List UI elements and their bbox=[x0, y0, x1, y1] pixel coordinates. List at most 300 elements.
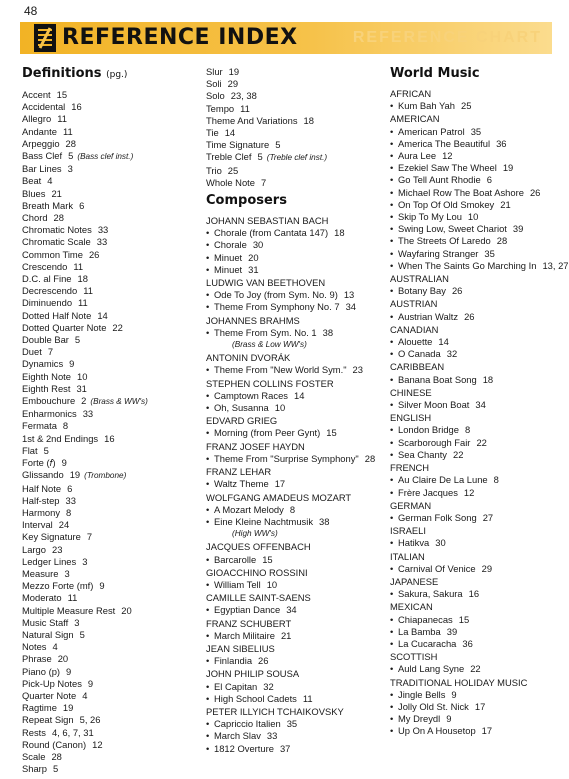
region-name: FRENCH bbox=[390, 462, 430, 474]
definition-term: Glissando bbox=[22, 469, 64, 481]
definitions-heading bbox=[22, 66, 192, 83]
composer-name: JOHANN SEBASTIAN BACH bbox=[206, 215, 329, 227]
column-definitions bbox=[22, 66, 192, 775]
song-entry bbox=[390, 174, 555, 186]
composer-name: FRANZ SCHUBERT bbox=[206, 617, 292, 629]
definition-entry bbox=[22, 188, 192, 200]
definition-term: Tempo bbox=[206, 102, 235, 114]
song-title: March Militaire bbox=[214, 629, 275, 641]
definition-pages: 33 bbox=[96, 236, 108, 248]
definition-entry bbox=[22, 346, 192, 358]
song-title: Wayfaring Stranger bbox=[398, 247, 479, 259]
song-entry bbox=[390, 374, 555, 386]
song-entry bbox=[206, 364, 384, 376]
definition-term: Bass Clef bbox=[22, 150, 63, 162]
region-name: CARIBBEAN bbox=[390, 361, 445, 373]
song-pages: 39 bbox=[446, 625, 458, 637]
definition-entry bbox=[22, 763, 192, 775]
song-pages: 35 bbox=[286, 718, 298, 730]
song-entry bbox=[206, 504, 384, 516]
song-pages: 36 bbox=[462, 637, 473, 649]
definition-pages: 26 bbox=[88, 248, 100, 260]
song-title: Capriccio Italien bbox=[214, 718, 281, 730]
definition-pages: 21 bbox=[51, 187, 62, 199]
definition-entry bbox=[22, 261, 192, 273]
definition-term: Harmony bbox=[22, 506, 61, 518]
definition-pages: 9 bbox=[66, 665, 72, 677]
song-pages: 31 bbox=[248, 263, 259, 275]
definition-pages: 11 bbox=[83, 285, 93, 297]
definition-pages: 3 bbox=[64, 567, 70, 579]
definition-note: (Bass clef inst.) bbox=[77, 152, 134, 162]
definition-entry bbox=[22, 641, 192, 653]
region-name: AUSTRIAN bbox=[390, 298, 438, 310]
song-pages: 30 bbox=[435, 537, 446, 549]
song-title: Chiapanecas bbox=[398, 613, 453, 625]
song-pages: 8 bbox=[465, 424, 471, 436]
definition-entry bbox=[22, 408, 192, 420]
definition-pages: 29 bbox=[227, 78, 239, 90]
composer-name: JOHANNES BRAHMS bbox=[206, 314, 300, 326]
definition-pages: 10 bbox=[77, 370, 88, 382]
definition-term: Repeat Sign bbox=[22, 714, 74, 726]
song-entry bbox=[390, 614, 555, 626]
song-entry bbox=[390, 211, 555, 223]
region-name: ITALIAN bbox=[390, 550, 425, 562]
definition-pages: 7 bbox=[260, 176, 267, 188]
definition-term: Beat bbox=[22, 175, 42, 187]
definition-term: Measure bbox=[22, 567, 59, 579]
definition-entry bbox=[22, 322, 192, 334]
song-title: Aura Lee bbox=[398, 150, 437, 162]
song-pages: 26 bbox=[529, 186, 541, 198]
song-entry bbox=[390, 138, 555, 150]
column-world-music bbox=[390, 66, 569, 738]
definition-term: Forte (𝑓) bbox=[22, 457, 56, 469]
region-name: JAPANESE bbox=[390, 575, 439, 587]
song-entry bbox=[390, 150, 555, 162]
definition-term: Accidental bbox=[22, 101, 66, 113]
definition-entry bbox=[22, 531, 192, 543]
song-pages: 10 bbox=[467, 211, 479, 223]
song-title: Michael Row The Boat Ashore bbox=[398, 186, 524, 198]
definitions-list-continued bbox=[206, 66, 384, 189]
song-pages: 32 bbox=[263, 680, 274, 692]
song-entry bbox=[390, 285, 555, 297]
definition-term: Key Signature bbox=[22, 531, 81, 543]
definition-note: (Treble clef inst.) bbox=[266, 153, 328, 163]
region-name: AUSTRALIAN bbox=[390, 273, 449, 285]
definition-pages: 16 bbox=[71, 101, 82, 113]
song-title: Theme From Symphony No. 7 bbox=[214, 301, 340, 313]
definition-term: Moderato bbox=[22, 592, 62, 604]
song-pages: 22 bbox=[476, 436, 487, 448]
song-entry bbox=[390, 638, 555, 650]
definition-pages: 11 bbox=[78, 297, 88, 309]
definition-entry bbox=[22, 556, 192, 568]
definition-term: Whole Note bbox=[206, 176, 255, 188]
definition-pages: 12 bbox=[92, 738, 103, 750]
song-entry bbox=[206, 630, 384, 642]
song-pages: 13 bbox=[343, 289, 355, 301]
definition-pages: 5 bbox=[53, 763, 59, 775]
composers-heading: Composers bbox=[206, 193, 287, 209]
song-pages: 26 bbox=[464, 310, 475, 322]
definition-entry bbox=[22, 395, 192, 408]
song-entry bbox=[206, 427, 384, 439]
banner-title: REFERENCE INDEX bbox=[62, 25, 298, 50]
song-title: Minuet bbox=[214, 263, 243, 275]
definition-term: Mezzo Forte (mf) bbox=[22, 580, 94, 592]
definition-pages: 11 bbox=[62, 125, 73, 137]
song-entry bbox=[206, 730, 384, 742]
song-pages: 28 bbox=[364, 452, 376, 464]
song-title: O Canada bbox=[398, 348, 441, 360]
song-title: El Capitan bbox=[214, 680, 258, 692]
definition-entry bbox=[22, 224, 192, 236]
definition-term: Common Time bbox=[22, 248, 83, 260]
song-entry bbox=[390, 713, 555, 725]
song-title: Waltz Theme bbox=[214, 478, 269, 490]
definition-term: Dotted Quarter Note bbox=[22, 321, 107, 333]
song-title: Egyptian Dance bbox=[214, 604, 281, 616]
definition-pages: 33 bbox=[82, 408, 94, 420]
definition-pages: 8 bbox=[62, 420, 69, 432]
song-pages: 6 bbox=[486, 174, 492, 186]
definition-pages: 23 bbox=[51, 543, 63, 555]
definition-entry bbox=[22, 101, 192, 113]
song-entry bbox=[390, 126, 555, 138]
song-title: Sakura, Sakura bbox=[398, 588, 463, 600]
definition-entry bbox=[206, 177, 384, 189]
song-title: Skip To My Lou bbox=[398, 211, 462, 223]
definition-term: Music Staff bbox=[22, 616, 69, 628]
staff-logo-icon bbox=[34, 24, 56, 52]
definition-entry bbox=[206, 90, 384, 102]
song-entry bbox=[206, 655, 384, 667]
song-entry bbox=[206, 579, 384, 591]
definition-pages: 25 bbox=[227, 164, 239, 176]
definition-term: Chromatic Notes bbox=[22, 224, 92, 236]
definition-entry bbox=[206, 103, 384, 115]
song-entry bbox=[206, 516, 384, 528]
song-title: Ode To Joy (from Sym. No. 9) bbox=[214, 289, 338, 301]
song-entry bbox=[390, 663, 555, 675]
song-entry bbox=[206, 604, 384, 616]
song-title: American Patrol bbox=[398, 125, 465, 137]
definition-entry bbox=[22, 273, 192, 285]
composer-name: JOHN PHILIP SOUSA bbox=[206, 668, 300, 680]
definition-entry bbox=[22, 334, 192, 346]
definition-entry bbox=[22, 519, 192, 531]
definition-entry bbox=[22, 666, 192, 678]
song-entry bbox=[206, 252, 384, 264]
song-entry bbox=[206, 390, 384, 402]
definition-pages: 5 bbox=[257, 151, 263, 163]
definition-entry bbox=[22, 445, 192, 457]
definition-entry bbox=[22, 702, 192, 714]
song-title: When The Saints Go Marching In bbox=[398, 259, 537, 271]
definition-term: Half-step bbox=[22, 494, 60, 506]
definition-term: Phrase bbox=[22, 653, 52, 665]
song-entry bbox=[390, 588, 555, 600]
song-title: Scarborough Fair bbox=[398, 436, 471, 448]
definition-term: Round (Canon) bbox=[22, 738, 87, 750]
definition-term: Allegro bbox=[22, 113, 52, 125]
composer-name: CAMILLE SAINT-SAENS bbox=[206, 592, 311, 604]
definition-entry bbox=[22, 714, 192, 726]
song-title: Finlandia bbox=[214, 655, 253, 667]
song-pages: 36 bbox=[496, 137, 507, 149]
song-entry bbox=[390, 424, 555, 436]
definition-term: 1st & 2nd Endings bbox=[22, 432, 99, 444]
song-pages: 26 bbox=[451, 285, 463, 297]
song-entry bbox=[390, 100, 555, 112]
definition-pages: 6 bbox=[79, 199, 85, 211]
song-pages: 22 bbox=[453, 448, 464, 460]
song-pages: 38 bbox=[322, 326, 334, 338]
song-pages: 28 bbox=[496, 235, 508, 247]
song-pages: 22 bbox=[470, 663, 481, 675]
song-pages: 10 bbox=[266, 578, 278, 590]
definition-term: D.C. al Fine bbox=[22, 273, 72, 285]
definition-pages: 11 bbox=[67, 592, 78, 604]
definition-term: Blues bbox=[22, 187, 46, 199]
definition-term: Fermata bbox=[22, 420, 57, 432]
song-entry bbox=[206, 402, 384, 414]
song-title: Morning (from Peer Gynt) bbox=[214, 427, 321, 439]
definition-pages: 28 bbox=[65, 137, 76, 149]
definition-entry bbox=[22, 457, 192, 469]
definitions-heading-note: (pg.) bbox=[106, 70, 128, 80]
definition-pages: 4 bbox=[82, 689, 88, 701]
song-title: Minuet bbox=[214, 251, 243, 263]
definition-pages: 19 bbox=[69, 469, 81, 481]
definition-pages: 22 bbox=[112, 321, 123, 333]
song-entry bbox=[206, 693, 384, 705]
definition-term: Theme And Variations bbox=[206, 114, 298, 126]
song-title: Jolly Old St. Nick bbox=[398, 700, 469, 712]
song-pages: 16 bbox=[468, 588, 480, 600]
world-music-heading: World Music bbox=[390, 66, 480, 81]
definition-pages: 5 bbox=[68, 150, 74, 162]
song-pages: 19 bbox=[502, 162, 514, 174]
song-note: (Brass & Low WW's) bbox=[232, 340, 307, 350]
song-pages: 18 bbox=[482, 373, 494, 385]
song-entry bbox=[206, 554, 384, 566]
definition-entry bbox=[22, 113, 192, 125]
region-name: GERMAN bbox=[390, 499, 432, 511]
song-pages: 15 bbox=[262, 553, 273, 565]
definition-entry bbox=[22, 383, 192, 395]
song-pages: 21 bbox=[500, 198, 511, 210]
song-pages: 35 bbox=[470, 125, 482, 137]
song-pages: 17 bbox=[274, 478, 286, 490]
definition-term: Solo bbox=[206, 90, 225, 102]
definition-term: Flat bbox=[22, 444, 38, 456]
song-entry bbox=[206, 478, 384, 490]
song-pages: 25 bbox=[460, 100, 472, 112]
definition-entry bbox=[22, 690, 192, 702]
definition-entry bbox=[22, 89, 192, 101]
song-entry bbox=[390, 725, 555, 737]
song-pages: 34 bbox=[475, 399, 486, 411]
definition-entry bbox=[22, 507, 192, 519]
definition-entry bbox=[22, 371, 192, 383]
song-entry bbox=[390, 223, 555, 235]
song-entry bbox=[390, 311, 555, 323]
definition-entry bbox=[22, 629, 192, 641]
song-title: A Mozart Melody bbox=[214, 503, 284, 515]
definition-pages: 20 bbox=[121, 604, 132, 616]
song-pages: 38 bbox=[319, 515, 330, 527]
definition-entry bbox=[22, 495, 192, 507]
definition-pages: 4 bbox=[47, 175, 53, 187]
definition-term: Natural Sign bbox=[22, 628, 74, 640]
song-entry bbox=[390, 348, 555, 360]
definition-entry bbox=[22, 751, 192, 763]
song-pages: 35 bbox=[484, 247, 495, 259]
song-pages: 39 bbox=[512, 223, 524, 235]
song-title: Camptown Races bbox=[214, 389, 288, 401]
definition-entry bbox=[22, 420, 192, 432]
song-note: (High WW's) bbox=[232, 529, 278, 539]
definition-pages: 31 bbox=[76, 382, 87, 394]
song-pages: 14 bbox=[294, 389, 305, 401]
definition-term: Dynamics bbox=[22, 358, 64, 370]
song-entry bbox=[390, 449, 555, 461]
definition-pages: 4 bbox=[52, 641, 58, 653]
song-title: Kum Bah Yah bbox=[398, 100, 455, 112]
song-title: Swing Low, Sweet Chariot bbox=[398, 223, 507, 235]
banner-ghost-text: REFERENCE CHART bbox=[352, 29, 542, 46]
definition-entry bbox=[22, 150, 192, 163]
definition-term: Arpeggio bbox=[22, 137, 60, 149]
song-title: Oh, Susanna bbox=[214, 402, 269, 414]
definition-pages: 20 bbox=[57, 653, 69, 665]
definition-term: Scale bbox=[22, 750, 46, 762]
definition-pages: 5, 26 bbox=[79, 714, 101, 726]
region-name: ISRAELI bbox=[390, 525, 426, 537]
composer-name: ANTONIN DVORÁK bbox=[206, 352, 291, 364]
definition-entry bbox=[22, 249, 192, 261]
definition-entry bbox=[22, 617, 192, 629]
definition-pages: 15 bbox=[56, 89, 68, 100]
definition-pages: 5 bbox=[275, 139, 281, 151]
song-title: Hatikva bbox=[398, 537, 430, 549]
song-entry bbox=[206, 453, 384, 465]
song-pages: 37 bbox=[279, 742, 291, 754]
composer-name: JACQUES OFFENBACH bbox=[206, 541, 311, 553]
song-title: Theme From "Surprise Symphony" bbox=[214, 452, 359, 464]
definition-entry bbox=[206, 127, 384, 139]
song-title: Botany Bay bbox=[398, 285, 446, 297]
definition-term: Tie bbox=[206, 127, 219, 139]
definition-pages: 24 bbox=[58, 519, 70, 531]
definition-entry bbox=[22, 653, 192, 665]
definition-term: Piano (p) bbox=[22, 665, 61, 677]
region-name: AMERICAN bbox=[390, 113, 440, 125]
definition-entry bbox=[206, 115, 384, 127]
song-title: Chorale bbox=[214, 239, 247, 251]
page-number: 48 bbox=[24, 4, 38, 18]
song-entry bbox=[206, 301, 384, 313]
composer-name: JEAN SIBELIUS bbox=[206, 642, 275, 654]
song-entry bbox=[206, 227, 384, 239]
definition-term: Sharp bbox=[22, 763, 48, 775]
definition-term: Quarter Note bbox=[22, 689, 77, 701]
song-entry bbox=[206, 681, 384, 693]
song-entry bbox=[390, 474, 555, 486]
song-title: Eine Kleine Nachtmusik bbox=[214, 515, 314, 527]
definition-term: Andante bbox=[22, 125, 57, 137]
song-pages: 15 bbox=[326, 427, 337, 439]
definition-entry bbox=[206, 151, 384, 164]
song-pages: 12 bbox=[442, 150, 453, 162]
song-entry bbox=[390, 235, 555, 247]
song-pages: 15 bbox=[458, 613, 470, 625]
definition-term: Trio bbox=[206, 164, 222, 176]
song-title: London Bridge bbox=[398, 424, 459, 436]
song-entry bbox=[390, 537, 555, 549]
definition-term: Treble Clef bbox=[206, 151, 252, 163]
definition-term: Chord bbox=[22, 212, 48, 224]
definition-pages: 16 bbox=[104, 432, 115, 444]
definition-pages: 28 bbox=[53, 212, 64, 224]
definitions-list bbox=[22, 89, 192, 775]
song-title: William Tell bbox=[214, 578, 261, 590]
definition-pages: 3 bbox=[82, 555, 88, 567]
song-entry bbox=[206, 327, 384, 339]
definition-pages: 5 bbox=[43, 444, 49, 456]
definition-pages: 2 bbox=[81, 395, 87, 407]
definition-term: Diminuendo bbox=[22, 297, 73, 309]
song-title: Theme From Sym. No. 1 bbox=[214, 326, 317, 338]
definition-entry bbox=[22, 297, 192, 309]
song-pages: 9 bbox=[446, 713, 452, 725]
definition-entry bbox=[22, 483, 192, 495]
song-title: Sea Chanty bbox=[398, 448, 447, 460]
definition-entry bbox=[22, 310, 192, 322]
song-pages: 8 bbox=[493, 474, 499, 486]
definition-term: Eighth Rest bbox=[22, 382, 71, 394]
song-pages: 27 bbox=[482, 511, 494, 523]
definition-term: Largo bbox=[22, 543, 46, 555]
definition-term: Crescendo bbox=[22, 260, 68, 272]
song-pages: 17 bbox=[474, 700, 486, 712]
song-title: Up On A Housetop bbox=[398, 725, 476, 737]
definition-pages: 9 bbox=[87, 677, 94, 689]
definition-term: Rests bbox=[22, 726, 46, 738]
song-title: Auld Lang Syne bbox=[398, 663, 465, 675]
song-title: 1812 Overture bbox=[214, 742, 274, 754]
song-title: The Streets Of Laredo bbox=[398, 235, 491, 247]
composers-list bbox=[206, 215, 384, 755]
song-pages: 29 bbox=[481, 562, 493, 574]
definition-pages: 5 bbox=[79, 628, 85, 640]
definitions-heading-title: Definitions bbox=[22, 66, 102, 81]
song-title: Jingle Bells bbox=[398, 688, 446, 700]
song-entry bbox=[390, 248, 555, 260]
song-title: High School Cadets bbox=[214, 692, 297, 704]
song-title: Theme From "New World Sym." bbox=[214, 364, 347, 376]
definition-pages: 19 bbox=[228, 66, 240, 77]
composer-name: LUDWIG VAN BEETHOVEN bbox=[206, 277, 326, 289]
song-title: Silver Moon Boat bbox=[398, 399, 470, 411]
song-title: Barcarolle bbox=[214, 553, 257, 565]
song-entry bbox=[390, 187, 555, 199]
definition-term: Double Bar bbox=[22, 334, 69, 346]
